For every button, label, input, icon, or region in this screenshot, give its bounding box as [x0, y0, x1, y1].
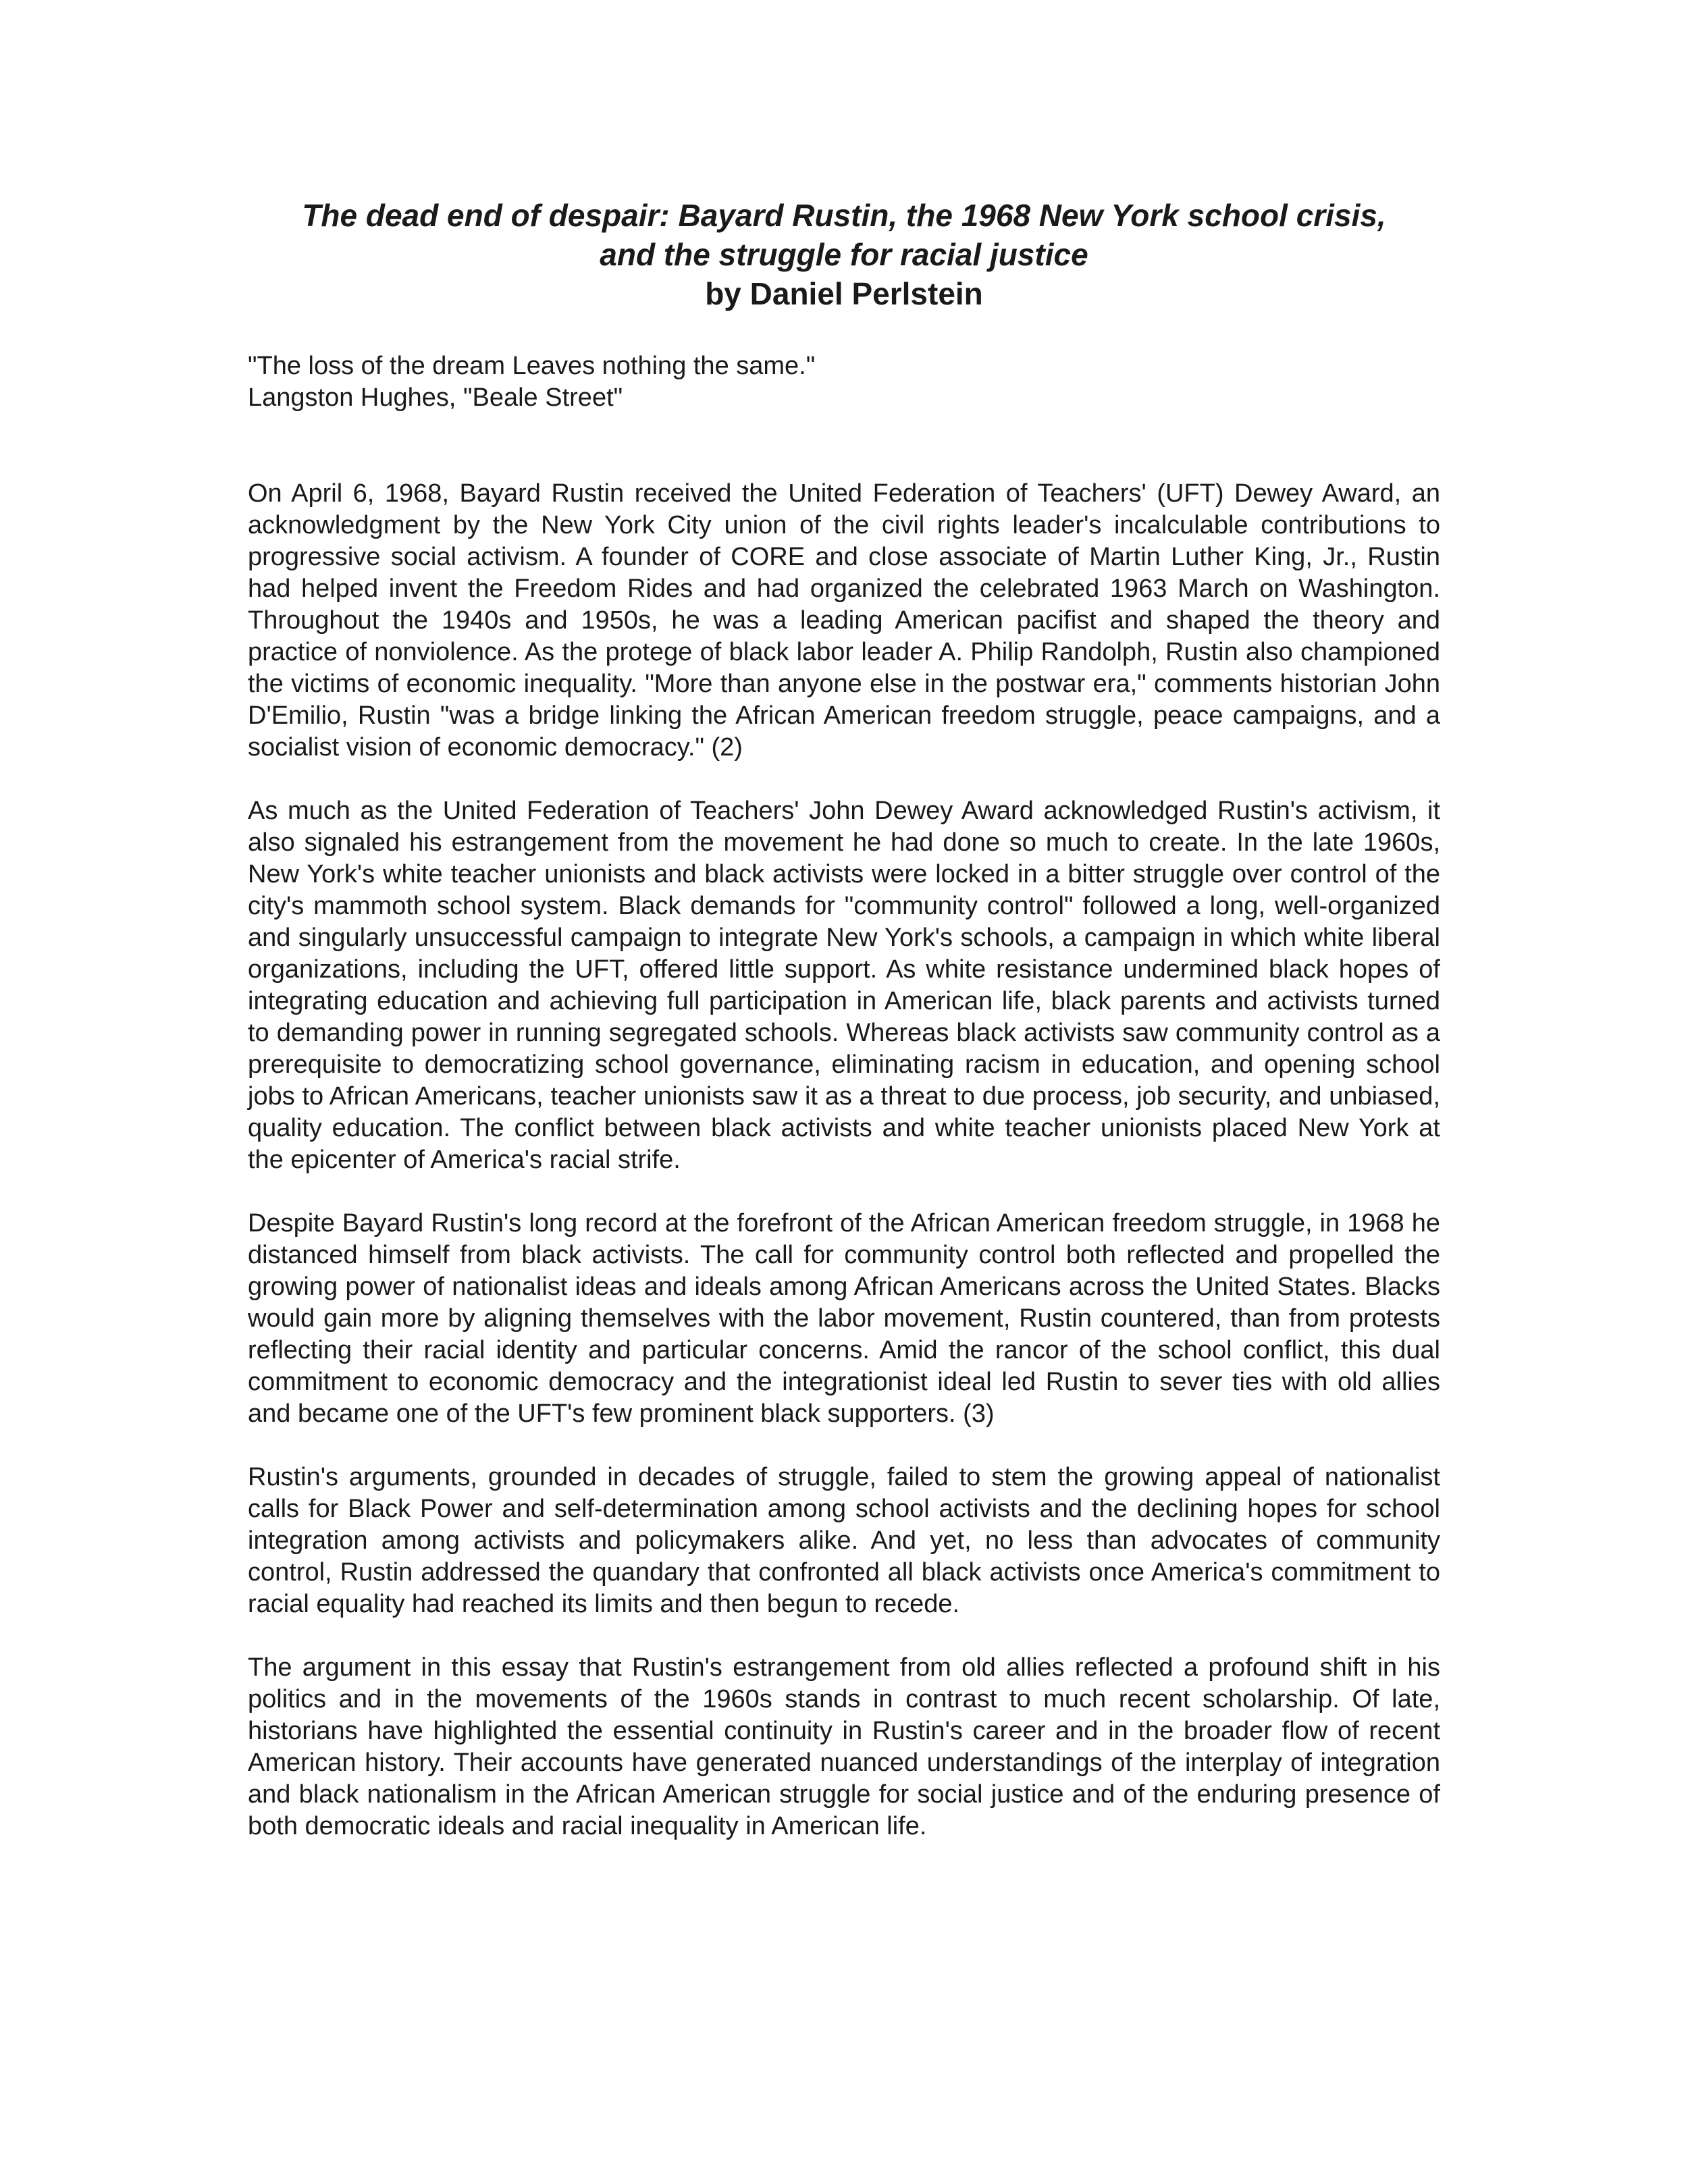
epigraph [248, 350, 1440, 414]
article-title-line-1: The dead end of despair: Bayard Rustin, the 1968 New York school crisis, [302, 198, 1386, 233]
paragraph-5: The argument in this essay that Rustin's estrangement from old allies reflected a profound shift in his politics and in the movements of the 1960s stands in contrast to much recent scholarship. Of late, historians have highlighted the essential continuity in Rustin's career and in the broader flow of recent American history. Their accounts have generated nuanced understandings of the interplay of integration and black nationalism in the African American struggle for social justice and of the enduring presence of both democratic ideals and racial inequality in American life. [248, 1653, 1440, 1840]
document-page [248, 196, 1440, 1874]
paragraph-1: On April 6, 1968, Bayard Rustin received the United Federation of Teachers' (UFT) Dewey Award, an acknowledgment by the New York City union of the civil rights leader's incalculable contributions to progressive social activism. A founder of CORE and close associate of Martin Luther King, Jr., Rustin had helped invent the Freedom Rides and had organized the celebrated 1963 March on Washington. Throughout the 1940s and 1950s, he was a leading American pacifist and shaped the theory and practice of nonviolence. As the protege of black labor leader A. Philip Randolph, Rustin also championed the victims of economic inequality. "More than anyone else in the postwar era," comments historian John D'Emilio, Rustin "was a bridge linking the African American freedom struggle, peace campaigns, and a socialist vision of economic democracy." (2) [248, 479, 1440, 762]
epigraph-attribution: Langston Hughes, "Beale Street" [248, 383, 623, 412]
paragraph-3: Despite Bayard Rustin's long record at the forefront of the African American freedom struggle, in 1968 he distanced himself from black activists. The call for community control both reflected and propelled the growing power of nationalist ideas and ideals among African Americans across the United States. Blacks would gain more by aligning themselves with the labor movement, Rustin countered, than from protests reflecting their racial identity and particular concerns. Amid the rancor of the school conflict, this dual commitment to economic democracy and the integrationist ideal led Rustin to sever ties with old allies and became one of the UFT's few prominent black supporters. (3) [248, 1209, 1440, 1428]
article-body [248, 478, 1440, 1842]
title-block [221, 196, 1467, 313]
epigraph-quote: "The loss of the dream Leaves nothing the same." [248, 352, 816, 380]
paragraph-2: As much as the United Federation of Teachers' John Dewey Award acknowledged Rustin's activism, it also signaled his estrangement from the movement he had done so much to create. In the late 1960s, New York's white teacher unionists and black activists were locked in a bitter struggle over control of the city's mammoth school system. Black demands for "community control" followed a long, well-organized and singularly unsuccessful campaign to integrate New York's schools, a campaign in which white liberal organizations, including the UFT, offered little support. As white resistance undermined black hopes of integrating education and achieving full participation in American life, black parents and activists turned to demanding power in running segregated schools. Whereas black activists saw community control as a prerequisite to democratizing school governance, eliminating racism in education, and opening school jobs to African Americans, teacher unionists saw it as a threat to due process, job security, and unbiased, quality education. The conflict between black activists and white teacher unionists placed New York at the epicenter of America's racial strife. [248, 797, 1440, 1174]
paragraph-4: Rustin's arguments, grounded in decades of struggle, failed to stem the growing appeal of nationalist calls for Black Power and self-determination among school activists and the declining hopes for school integration among activists and policymakers alike. And yet, no less than advocates of community control, Rustin addressed the quandary that confronted all black activists once America's commitment to racial equality had reached its limits and then begun to recede. [248, 1463, 1440, 1618]
author-byline: by Daniel Perlstein [705, 276, 983, 311]
article-title-line-2: and the struggle for racial justice [600, 237, 1088, 272]
